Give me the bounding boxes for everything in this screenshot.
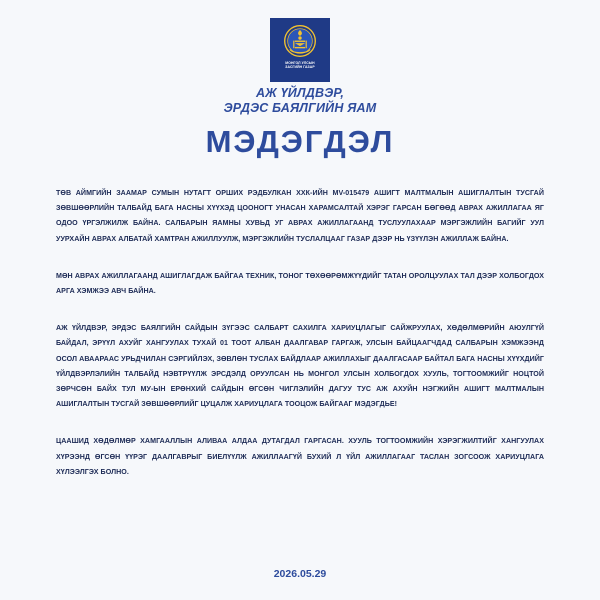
announcement-body xyxy=(56,186,544,502)
paragraph: ТӨВ АЙМГИЙН ЗААМАР СУМЫН НУТАГТ ОРШИХ РЭДБУЛКАН ХХК-ИЙН MV-015479 АШИГТ МАЛТМАЛЫН АШИГЛАЛТЫН ТУСГАЙ ЗӨВШӨӨРЛИЙН ТАЛБАЙД БАГА НАСНЫ ХҮҮХЭД ЦООНОГТ УНАСАН ХАРАМСАЛТАЙ ХЭРЭГ ГАРСАН БӨГӨӨД АВРАХ АЖИЛЛАГАА ЯГ ОДОО ҮРГЭЛЖИЛЖ БАЙНА. САЛБАРЫН ЯАМНЫ ХУВЬД УГ АВРАХ АЖИЛЛАГААНД ТУСЛУУЛАХААР МЭРГЭЖЛИЙН БАГИЙГ УУЛ УУРХАЙН АВРАХ АЛБАТАЙ ХАМТРАН АЖИЛЛУУЛЖ, МЭРГЭЖЛИЙН ТУСЛАЛЦААГ ГАЗАР ДЭЭР НЬ ҮЗҮҮЛЭН АЖИЛЛАЖ БАЙНА. xyxy=(56,189,544,243)
announcement-date: 2026.05.29 xyxy=(273,568,327,580)
government-logo xyxy=(270,18,330,82)
ministry-name-line1: АЖ ҮЙЛДВЭР, xyxy=(255,86,345,100)
soyombo-emblem-icon xyxy=(283,24,317,58)
logo-caption xyxy=(275,61,325,69)
page-title: МЭДЭГДЭЛ xyxy=(205,124,395,159)
paragraph: МӨН АВРАХ АЖИЛЛАГААНД АШИГЛАГДАЖ БАЙГАА ТЕХНИК, ТОНОГ ТӨХӨӨРӨМЖҮҮДИЙГ ТАТАН ОРОЛЦУУЛАХ ТАЛ ДЭЭР ХОЛБОГДОХ АРГА ХЭМЖЭЭ АВЧ БАЙНА. xyxy=(56,271,544,296)
ministry-name-line2: ЭРДЭС БАЯЛГИЙН ЯАМ xyxy=(223,101,377,115)
logo-caption-line1: МОНГОЛ УЛСЫН xyxy=(285,61,315,65)
logo-caption-line2: ЗАСГИЙН ГАЗАР xyxy=(285,65,315,69)
paragraph: АЖ ҮЙЛДВЭР, ЭРДЭС БАЯЛГИЙН САЙДЫН ЗҮГЭЭС САЛБАРТ САХИЛГА ХАРИУЦЛАГЫГ САЙЖРУУЛАХ, ХӨДӨЛМӨРИЙН АЮУЛГҮЙ БАЙДАЛ, ЭРҮҮЛ АХУЙГ ХАНГУУЛАХ ТУХАЙ 01 ТООТ АЛБАН ДААЛГАВАР ГАРГАЖ, УЛСЫН БАЙЦААГЧДАД САЛБАРЫН ХЭМЖЭЭНД ОСОЛ АВААРААС УРЬДЧИЛАН СЭРГИЙЛЭХ, ЗӨВЛӨН ТУСЛАХ БАЙДЛААР АЖИЛЛАХЫГ ДААЛГАСААР БАЙТАЛ БАГА НАСНЫ ХҮҮХДИЙГ ҮЙЛДВЭРЛЭЛИЙН ТАЛБАЙД НЭВТРҮҮЛЖ ЭРСДЭЛД ОРУУЛСАН НЬ МОНГОЛ УЛСЫН ХОЛБОГДОХ ХУУЛЬ, ТОГТООМЖИЙГ НОЦТОЙ ЗӨРЧСӨН БАЙХ ТУЛ МУ-ЫН ЕРӨНХИЙ САЙДЫН ӨГСӨН ЧИГЛЭЛИЙН ДАГУУ ТУС АЖ АХУЙН НЭГЖИЙН АШИГТ МАЛТМАЛЫН АШИГЛАЛТЫН ТУСГАЙ ЗӨВШӨӨРЛИЙГ ЦУЦАЛЖ ХАРИУЦЛАГА ТООЦОЖ БАЙГААГ МЭДЭГДЬЕ! xyxy=(56,324,544,409)
ministry-name xyxy=(0,86,600,116)
paragraph: ЦААШИД ХӨДӨЛМӨР ХАМГААЛЛЫН АЛИВАА АЛДАА ДУТАГДАЛ ГАРГАСАН. ХУУЛЬ ТОГТООМЖИЙН ХЭРЭГЖИЛТИЙГ ХАНГУУЛАХ ХҮРЭЭНД ӨГСӨН ҮҮРЭГ ДААЛГАВРЫГ БИЕЛҮҮЛЖ АЖИЛЛААГҮЙ БУХИЙ Л ҮЙЛ АЖИЛЛАГААГ ТАСЛАН ЗОГСООЖ ХАРИУЦЛАГА ХҮЛЭЭЛГЭХ БОЛНО. xyxy=(56,437,544,476)
